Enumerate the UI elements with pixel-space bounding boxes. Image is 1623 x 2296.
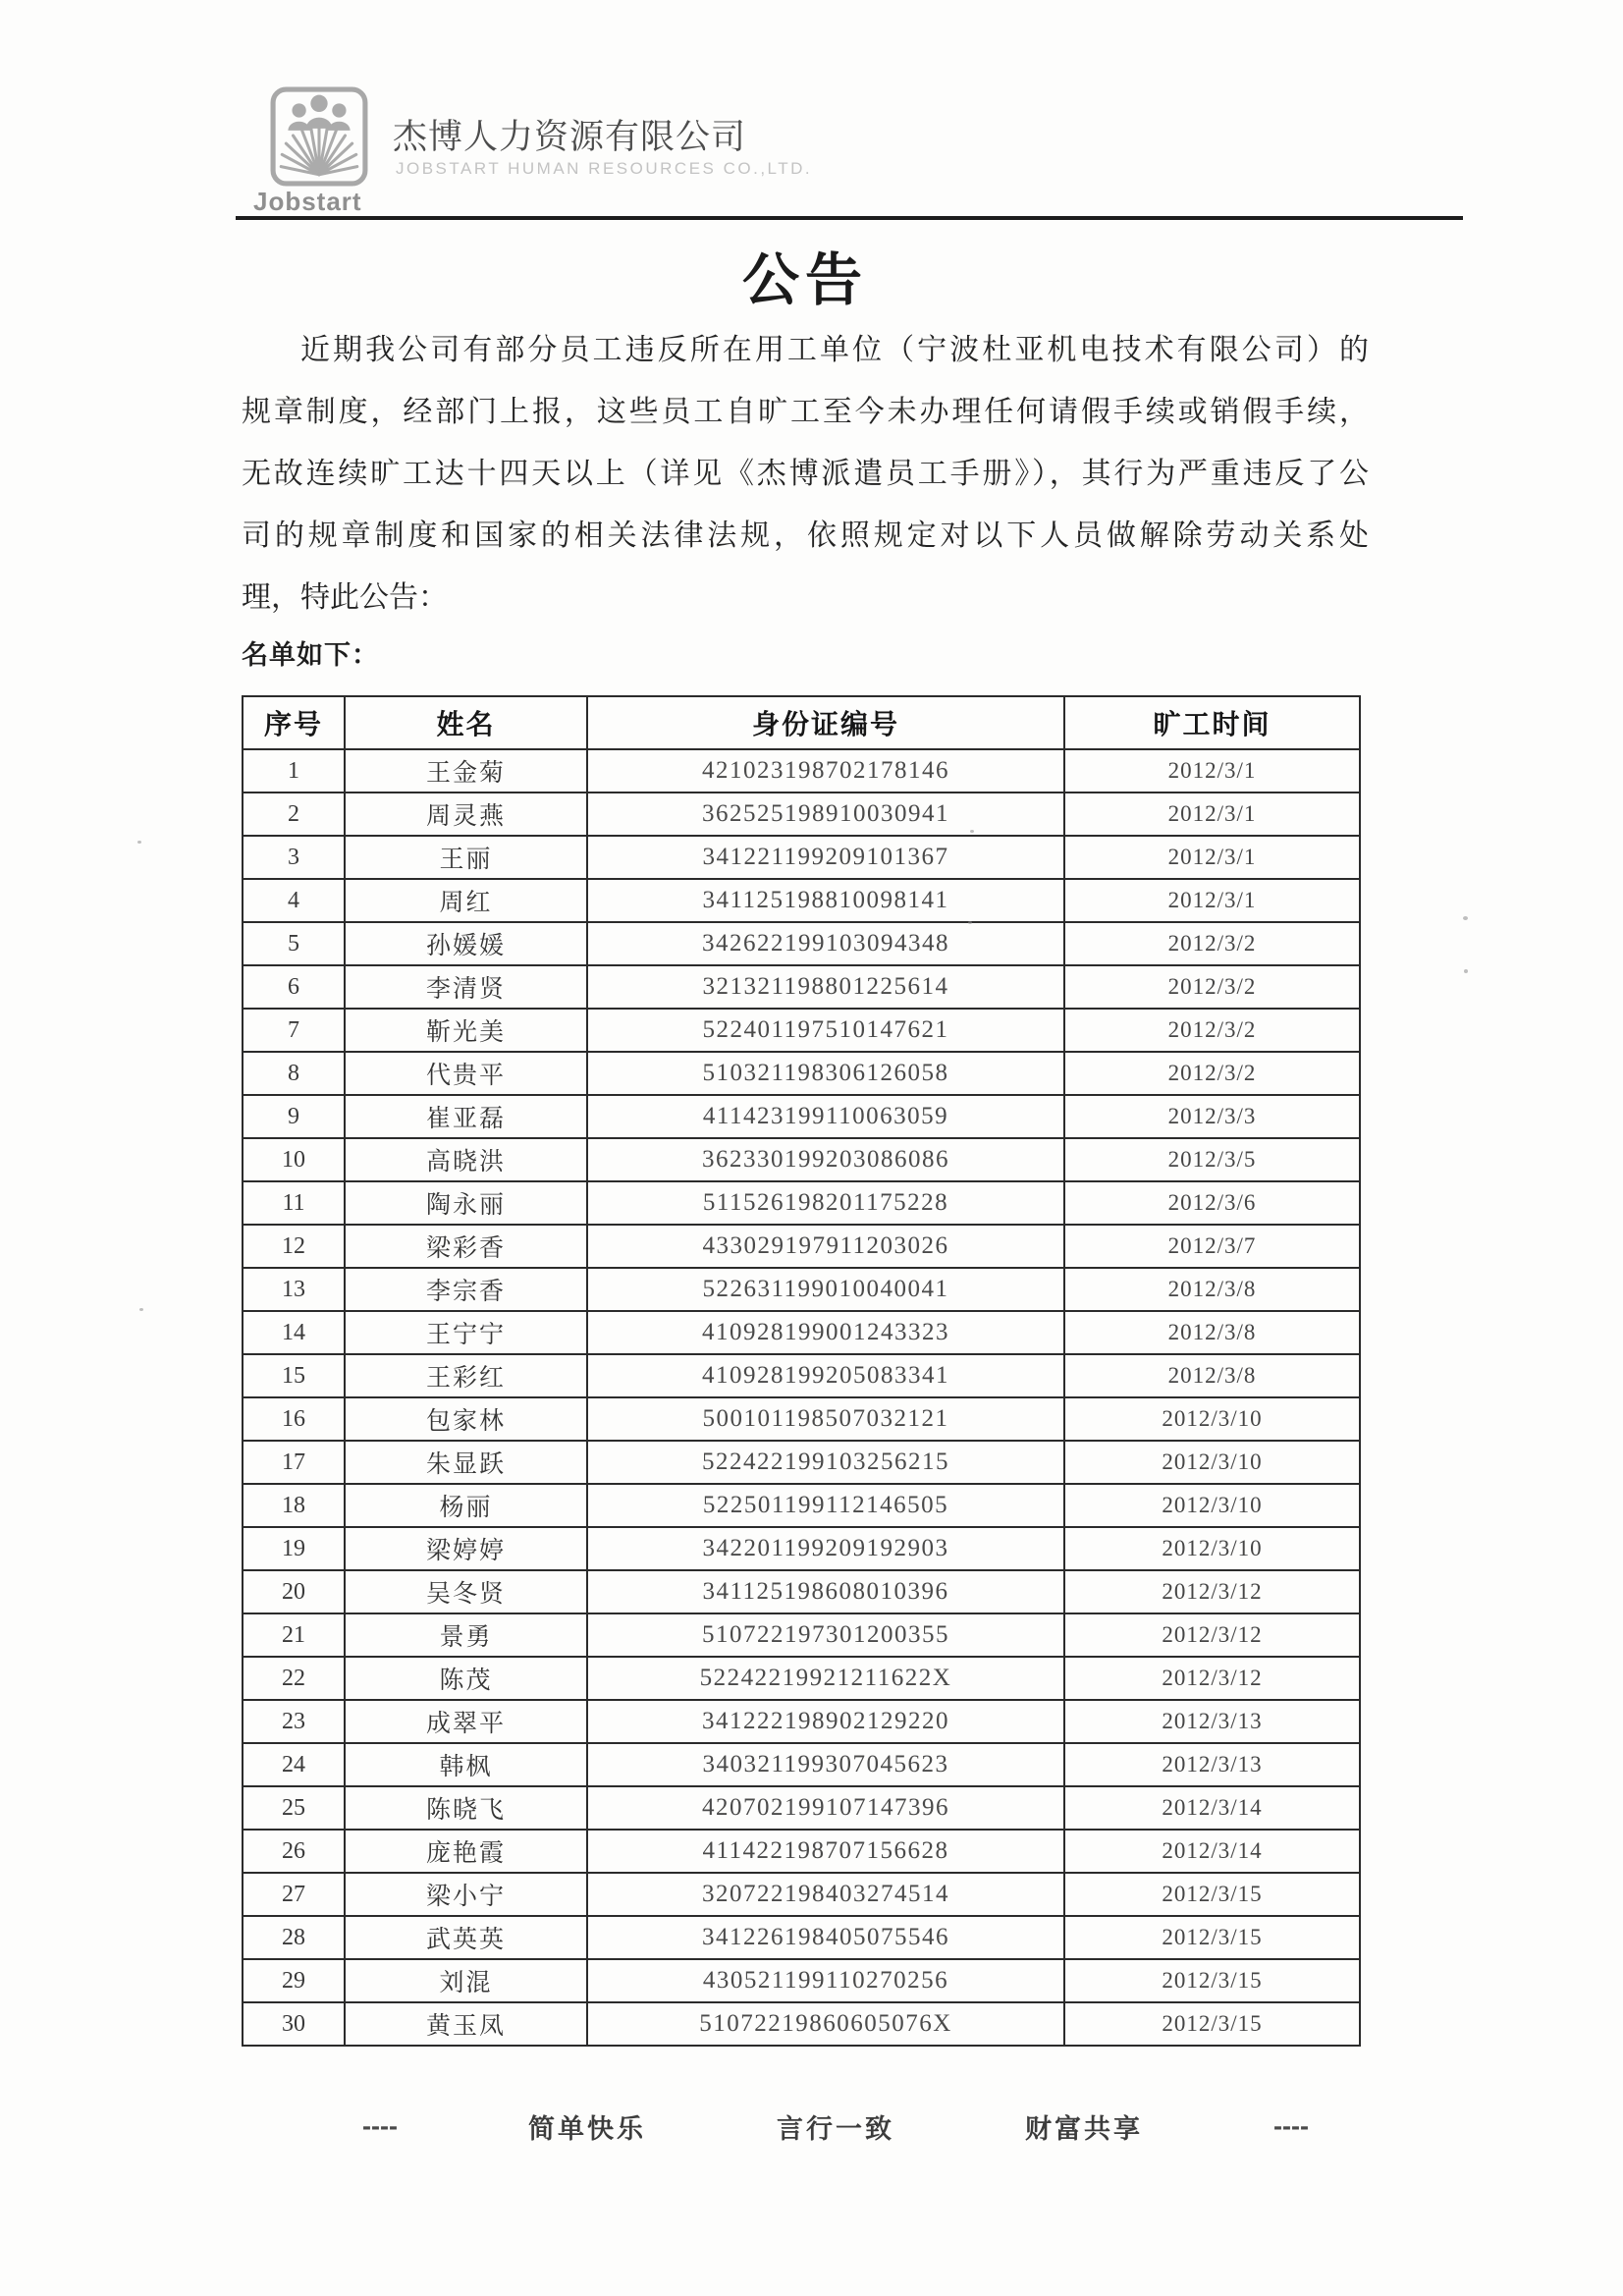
cell-absence-date: 2012/3/3: [1064, 1095, 1360, 1138]
cell-name: 武英英: [345, 1916, 587, 1959]
cell-name: 韩枫: [345, 1743, 587, 1786]
body-line: 规章制度，经部门上报，这些员工自旷工至今未办理任何请假手续或销假手续，: [242, 396, 1369, 428]
cell-index: 7: [243, 1009, 345, 1052]
cell-id-number: 420702199107147396: [587, 1786, 1064, 1830]
cell-index: 29: [243, 1959, 345, 2002]
cell-id-number: 342201199209192903: [587, 1527, 1064, 1570]
cell-index: 23: [243, 1700, 345, 1743]
cell-id-number: 411422198707156628: [587, 1830, 1064, 1873]
cell-name: 陈晓飞: [345, 1786, 587, 1830]
table-row: [243, 1657, 1360, 1700]
table-row: [243, 1138, 1360, 1181]
cell-id-number: 522631199010040041: [587, 1268, 1064, 1311]
scan-speck: [970, 830, 974, 833]
scan-speck: [137, 841, 141, 844]
cell-name: 周红: [345, 879, 587, 922]
table-row: [243, 1268, 1360, 1311]
cell-id-number: 341222198902129220: [587, 1700, 1064, 1743]
cell-absence-date: 2012/3/13: [1064, 1743, 1360, 1786]
cell-index: 21: [243, 1613, 345, 1657]
cell-absence-date: 2012/3/8: [1064, 1311, 1360, 1354]
table-row: [243, 922, 1360, 965]
cell-index: 15: [243, 1354, 345, 1397]
cell-absence-date: 2012/3/1: [1064, 749, 1360, 793]
col-header-name: 姓名: [345, 696, 587, 749]
cell-absence-date: 2012/3/14: [1064, 1786, 1360, 1830]
scan-speck: [968, 921, 972, 924]
cell-id-number: 522401197510147621: [587, 1009, 1064, 1052]
cell-index: 28: [243, 1916, 345, 1959]
header-row: [243, 696, 1360, 749]
table-row: [243, 1830, 1360, 1873]
cell-name: 包家林: [345, 1397, 587, 1441]
cell-id-number: 320722198403274514: [587, 1873, 1064, 1916]
cell-index: 27: [243, 1873, 345, 1916]
cell-index: 8: [243, 1052, 345, 1095]
table-row: [243, 1225, 1360, 1268]
cell-index: 9: [243, 1095, 345, 1138]
cell-index: 25: [243, 1786, 345, 1830]
absence-table-header: [243, 696, 1360, 749]
cell-absence-date: 2012/3/2: [1064, 965, 1360, 1009]
footer-slogan: 财富共享: [1025, 2114, 1144, 2144]
cell-absence-date: 2012/3/6: [1064, 1181, 1360, 1225]
cell-name: 周灵燕: [345, 793, 587, 836]
cell-absence-date: 2012/3/12: [1064, 1657, 1360, 1700]
header-divider: [236, 216, 1463, 220]
list-label: 名单如下：: [242, 640, 379, 670]
cell-absence-date: 2012/3/1: [1064, 793, 1360, 836]
cell-id-number: 522422199103256215: [587, 1441, 1064, 1484]
cell-name: 李宗香: [345, 1268, 587, 1311]
footer-slogan: 言行一致: [777, 2114, 894, 2144]
cell-name: 代贵平: [345, 1052, 587, 1095]
cell-name: 黄玉凤: [345, 2002, 587, 2046]
col-header-index: 序号: [243, 696, 345, 749]
cell-index: 6: [243, 965, 345, 1009]
cell-absence-date: 2012/3/12: [1064, 1570, 1360, 1613]
cell-id-number: 430521199110270256: [587, 1959, 1064, 2002]
cell-id-number: 510321198306126058: [587, 1052, 1064, 1095]
footer-left-dashes: ----: [362, 2111, 398, 2141]
table-row: [243, 1527, 1360, 1570]
cell-name: 庞艳霞: [345, 1830, 587, 1873]
scan-speck: [1464, 969, 1468, 973]
cell-index: 26: [243, 1830, 345, 1873]
cell-id-number: 510722197301200355: [587, 1613, 1064, 1657]
cell-id-number: 340321199307045623: [587, 1743, 1064, 1786]
col-header-id-number: 身份证编号: [587, 696, 1064, 749]
company-logo: [267, 86, 371, 187]
cell-id-number: 321321198801225614: [587, 965, 1064, 1009]
cell-absence-date: 2012/3/2: [1064, 1052, 1360, 1095]
cell-id-number: 342622199103094348: [587, 922, 1064, 965]
table-row: [243, 793, 1360, 836]
cell-absence-date: 2012/3/10: [1064, 1441, 1360, 1484]
cell-absence-date: 2012/3/12: [1064, 1613, 1360, 1657]
cell-id-number: 341226198405075546: [587, 1916, 1064, 1959]
cell-absence-date: 2012/3/7: [1064, 1225, 1360, 1268]
table-row: [243, 836, 1360, 879]
table-row: [243, 1786, 1360, 1830]
table-row: [243, 879, 1360, 922]
cell-absence-date: 2012/3/2: [1064, 1009, 1360, 1052]
cell-index: 4: [243, 879, 345, 922]
table-row: [243, 1441, 1360, 1484]
cell-index: 24: [243, 1743, 345, 1786]
cell-absence-date: 2012/3/2: [1064, 922, 1360, 965]
cell-name: 王宁宁: [345, 1311, 587, 1354]
cell-index: 3: [243, 836, 345, 879]
absence-table-body: [243, 749, 1360, 2046]
cell-name: 靳光美: [345, 1009, 587, 1052]
cell-id-number: 362525198910030941: [587, 793, 1064, 836]
cell-id-number: 421023198702178146: [587, 749, 1064, 793]
cell-id-number: 362330199203086086: [587, 1138, 1064, 1181]
cell-name: 刘混: [345, 1959, 587, 2002]
scan-speck: [139, 1308, 143, 1311]
cell-absence-date: 2012/3/10: [1064, 1527, 1360, 1570]
table-row: [243, 1613, 1360, 1657]
table-row: [243, 1095, 1360, 1138]
cell-name: 梁彩香: [345, 1225, 587, 1268]
body-line: 近期我公司有部分员工违反所在用工单位（宁波杜亚机电技术有限公司）的: [300, 334, 1369, 366]
cell-index: 16: [243, 1397, 345, 1441]
cell-index: 18: [243, 1484, 345, 1527]
cell-index: 11: [243, 1181, 345, 1225]
cell-name: 梁小宁: [345, 1873, 587, 1916]
cell-absence-date: 2012/3/15: [1064, 1873, 1360, 1916]
announcement-body: [242, 319, 1369, 629]
table-row: [243, 1181, 1360, 1225]
cell-index: 17: [243, 1441, 345, 1484]
scan-speck: [1463, 916, 1468, 920]
table-row: [243, 2002, 1360, 2046]
cell-index: 20: [243, 1570, 345, 1613]
table-row: [243, 1397, 1360, 1441]
cell-absence-date: 2012/3/1: [1064, 836, 1360, 879]
page-title: 公告: [741, 248, 868, 312]
company-name-cn: 杰博人力资源有限公司: [393, 118, 747, 156]
cell-absence-date: 2012/3/8: [1064, 1268, 1360, 1311]
cell-absence-date: 2012/3/15: [1064, 2002, 1360, 2046]
footer-slogan-bar: [362, 2107, 1309, 2146]
cell-name: 吴冬贤: [345, 1570, 587, 1613]
table-row: [243, 1570, 1360, 1613]
footer-slogan: 简单快乐: [527, 2114, 646, 2144]
cell-index: 30: [243, 2002, 345, 2046]
cell-name: 陈茂: [345, 1657, 587, 1700]
cell-name: 陶永丽: [345, 1181, 587, 1225]
cell-name: 王彩红: [345, 1354, 587, 1397]
cell-id-number: 341125198608010396: [587, 1570, 1064, 1613]
cell-index: 5: [243, 922, 345, 965]
cell-name: 成翠平: [345, 1700, 587, 1743]
table-row: [243, 1743, 1360, 1786]
body-line: 司的规章制度和国家的相关法律法规，依照规定对以下人员做解除劳动关系处: [242, 519, 1369, 552]
body-line: 无故连续旷工达十四天以上（详见《杰博派遣员工手册》），其行为严重违反了公: [242, 458, 1369, 490]
cell-absence-date: 2012/3/14: [1064, 1830, 1360, 1873]
table-row: [243, 1873, 1360, 1916]
table-row: [243, 1354, 1360, 1397]
cell-id-number: 410928199205083341: [587, 1354, 1064, 1397]
table-row: [243, 1009, 1360, 1052]
cell-id-number: 341221199209101367: [587, 836, 1064, 879]
table-row: [243, 1052, 1360, 1095]
cell-name: 杨丽: [345, 1484, 587, 1527]
cell-index: 19: [243, 1527, 345, 1570]
cell-id-number: 341125198810098141: [587, 879, 1064, 922]
table-row: [243, 1484, 1360, 1527]
cell-index: 13: [243, 1268, 345, 1311]
cell-name: 王丽: [345, 836, 587, 879]
table-row: [243, 1700, 1360, 1743]
cell-index: 14: [243, 1311, 345, 1354]
cell-absence-date: 2012/3/10: [1064, 1484, 1360, 1527]
company-name-en: JOBSTART HUMAN RESOURCES CO.,LTD.: [396, 159, 813, 178]
table-row: [243, 1959, 1360, 2002]
cell-name: 高晓洪: [345, 1138, 587, 1181]
cell-name: 李清贤: [345, 965, 587, 1009]
logo-people-sunrise-icon: [267, 86, 371, 187]
body-line: 理，特此公告：: [242, 581, 448, 614]
cell-name: 梁婷婷: [345, 1527, 587, 1570]
cell-id-number: 433029197911203026: [587, 1225, 1064, 1268]
cell-index: 2: [243, 793, 345, 836]
cell-index: 12: [243, 1225, 345, 1268]
cell-name: 王金菊: [345, 749, 587, 793]
col-header-absence-date: 旷工时间: [1064, 696, 1360, 749]
cell-id-number: 411423199110063059: [587, 1095, 1064, 1138]
cell-id-number: 52242219921211622X: [587, 1657, 1064, 1700]
cell-id-number: 500101198507032121: [587, 1397, 1064, 1441]
cell-index: 1: [243, 749, 345, 793]
table-row: [243, 965, 1360, 1009]
cell-id-number: 522501199112146505: [587, 1484, 1064, 1527]
cell-absence-date: 2012/3/5: [1064, 1138, 1360, 1181]
footer-right-dashes: ----: [1273, 2111, 1309, 2141]
cell-id-number: 410928199001243323: [587, 1311, 1064, 1354]
absence-table: [242, 695, 1361, 2047]
cell-absence-date: 2012/3/8: [1064, 1354, 1360, 1397]
cell-index: 10: [243, 1138, 345, 1181]
cell-name: 孙媛媛: [345, 922, 587, 965]
cell-absence-date: 2012/3/10: [1064, 1397, 1360, 1441]
cell-absence-date: 2012/3/1: [1064, 879, 1360, 922]
cell-id-number: 51072219860605076X: [587, 2002, 1064, 2046]
cell-index: 22: [243, 1657, 345, 1700]
cell-name: 朱显跃: [345, 1441, 587, 1484]
logo-wordmark: Jobstart: [253, 187, 362, 216]
cell-absence-date: 2012/3/15: [1064, 1916, 1360, 1959]
table-row: [243, 1311, 1360, 1354]
cell-name: 崔亚磊: [345, 1095, 587, 1138]
cell-absence-date: 2012/3/13: [1064, 1700, 1360, 1743]
cell-id-number: 511526198201175228: [587, 1181, 1064, 1225]
cell-name: 景勇: [345, 1613, 587, 1657]
table-row: [243, 1916, 1360, 1959]
cell-absence-date: 2012/3/15: [1064, 1959, 1360, 2002]
table-row: [243, 749, 1360, 793]
